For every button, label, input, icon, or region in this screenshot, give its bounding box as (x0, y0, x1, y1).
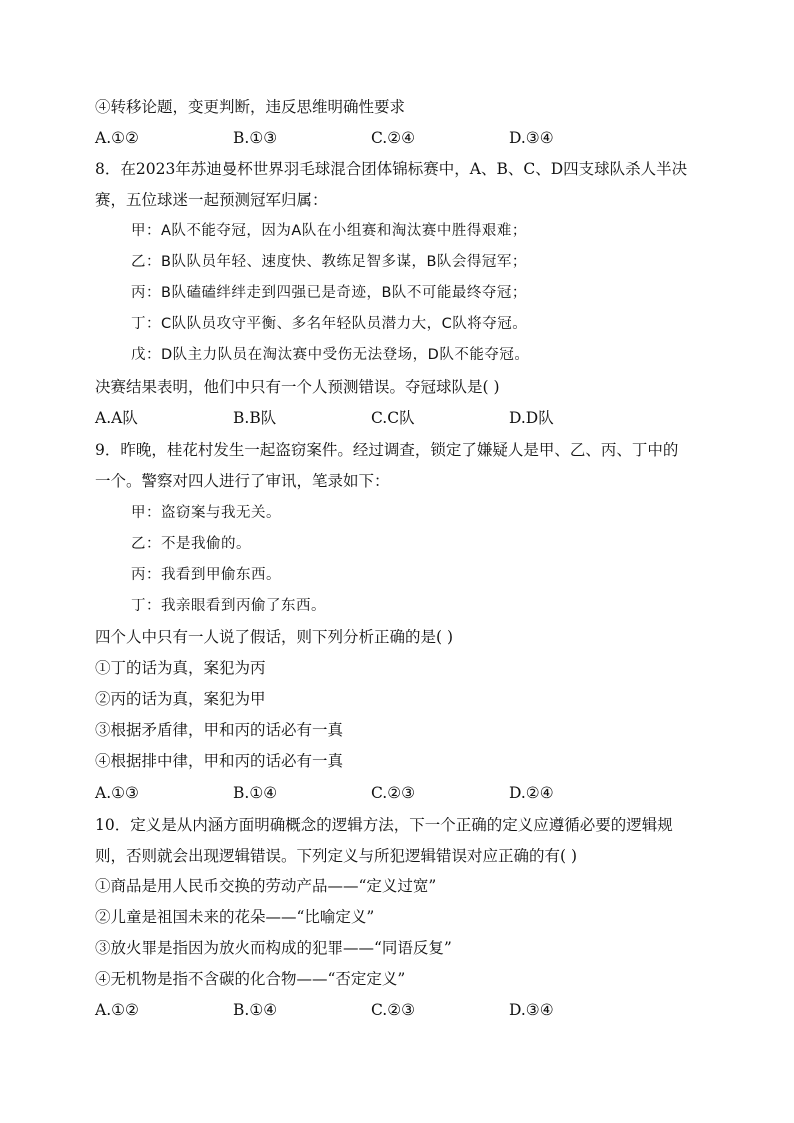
q8-option-b[interactable]: B.B队 (233, 409, 277, 427)
q8-stem-line-2: 赛，五位球迷一起预测冠军归属： (95, 191, 328, 209)
q9-stem-line-1: 9．昨晚，桂花村发生一起盗窃案件。经过调查，锁定了嫌疑人是甲、乙、丙、丁中的 (95, 441, 679, 459)
q8-option-d[interactable]: D.D队 (509, 409, 554, 427)
q10-item-3: ③放火罪是指因为放火而构成的犯罪——“同语反复” (95, 939, 452, 957)
q10-stem-line-1: 10．定义是从内涵方面明确概念的逻辑方法，下一个正确的定义应遵循必要的逻辑规 (95, 816, 673, 834)
q10-option-a[interactable]: A.①② (95, 1001, 139, 1019)
q8-quote-bing: 丙：B队磕磕绊绊走到四强已是奇迹，B队不可能最终夺冠； (131, 285, 527, 301)
q10-item-4: ④无机物是指不含碳的化合物——“否定定义” (95, 970, 406, 988)
q8-quote-wu: 戊：D队主力队员在淘汰赛中受伤无法登场，D队不能夺冠。 (131, 347, 530, 363)
q7-option-d[interactable]: D.③④ (509, 129, 554, 147)
q9-item-1: ①丁的话为真，案犯为丙 (95, 659, 266, 677)
q9-options (95, 783, 715, 803)
q9-quote-bing: 丙：我看到甲偷东西。 (131, 567, 281, 583)
q9-option-c[interactable]: C.②③ (371, 784, 416, 802)
q9-quote-jia: 甲：盗窃案与我无关。 (131, 505, 281, 521)
q8-question: 决赛结果表明，他们中只有一个人预测错误。夺冠球队是( ) (95, 378, 500, 396)
q10-option-d[interactable]: D.③④ (509, 1001, 554, 1019)
q9-quote-yi: 乙：不是我偷的。 (131, 536, 251, 552)
q10-item-1: ①商品是用人民币交换的劳动产品——“定义过宽” (95, 877, 437, 895)
q9-stem-line-2: 一个。警察对四人进行了审讯，笔录如下： (95, 472, 390, 490)
q7-option-b[interactable]: B.①③ (233, 129, 278, 147)
q8-options (95, 408, 715, 428)
q9-item-3: ③根据矛盾律，甲和丙的话必有一真 (95, 721, 344, 739)
q7-option-c[interactable]: C.②④ (371, 129, 416, 147)
q8-stem-line-1: 8．在2023年苏迪曼杯世界羽毛球混合团体锦标赛中，A、B、C、D四支球队杀人半决 (95, 160, 688, 178)
q8-quote-ding: 丁：C队队员攻守平衡、多名年轻队员潜力大，C队将夺冠。 (131, 316, 528, 332)
q10-item-2: ②儿童是祖国未来的花朵——“比喻定义” (95, 908, 375, 926)
q8-option-a[interactable]: A.A队 (95, 409, 138, 427)
q9-option-a[interactable]: A.①③ (95, 784, 139, 802)
q9-item-4: ④根据排中律，甲和丙的话必有一真 (95, 752, 344, 770)
q9-item-2: ②丙的话为真，案犯为甲 (95, 690, 266, 708)
q10-option-b[interactable]: B.①④ (233, 1001, 278, 1019)
q8-quote-jia: 甲：A队不能夺冠，因为A队在小组赛和淘汰赛中胜得艰难； (131, 223, 527, 239)
q10-stem-line-2: 则，否则就会出现逻辑错误。下列定义与所犯逻辑错误对应正确的有( ) (95, 847, 578, 865)
q7-option-a[interactable]: A.①② (95, 129, 139, 147)
q10-option-c[interactable]: C.②③ (371, 1001, 416, 1019)
q8-quote-yi: 乙：B队队员年轻、速度快、教练足智多谋，B队会得冠军； (131, 254, 527, 270)
q7-options (95, 128, 715, 148)
q10-options (95, 1000, 715, 1020)
q9-quote-ding: 丁：我亲眼看到丙偷了东西。 (131, 598, 326, 614)
q8-option-c[interactable]: C.C队 (371, 409, 415, 427)
q7-item-4: ④转移论题，变更判断，违反思维明确性要求 (95, 98, 406, 116)
q9-option-b[interactable]: B.①④ (233, 784, 278, 802)
q9-option-d[interactable]: D.②④ (509, 784, 554, 802)
q9-question: 四个人中只有一人说了假话，则下列分析正确的是( ) (95, 628, 454, 646)
